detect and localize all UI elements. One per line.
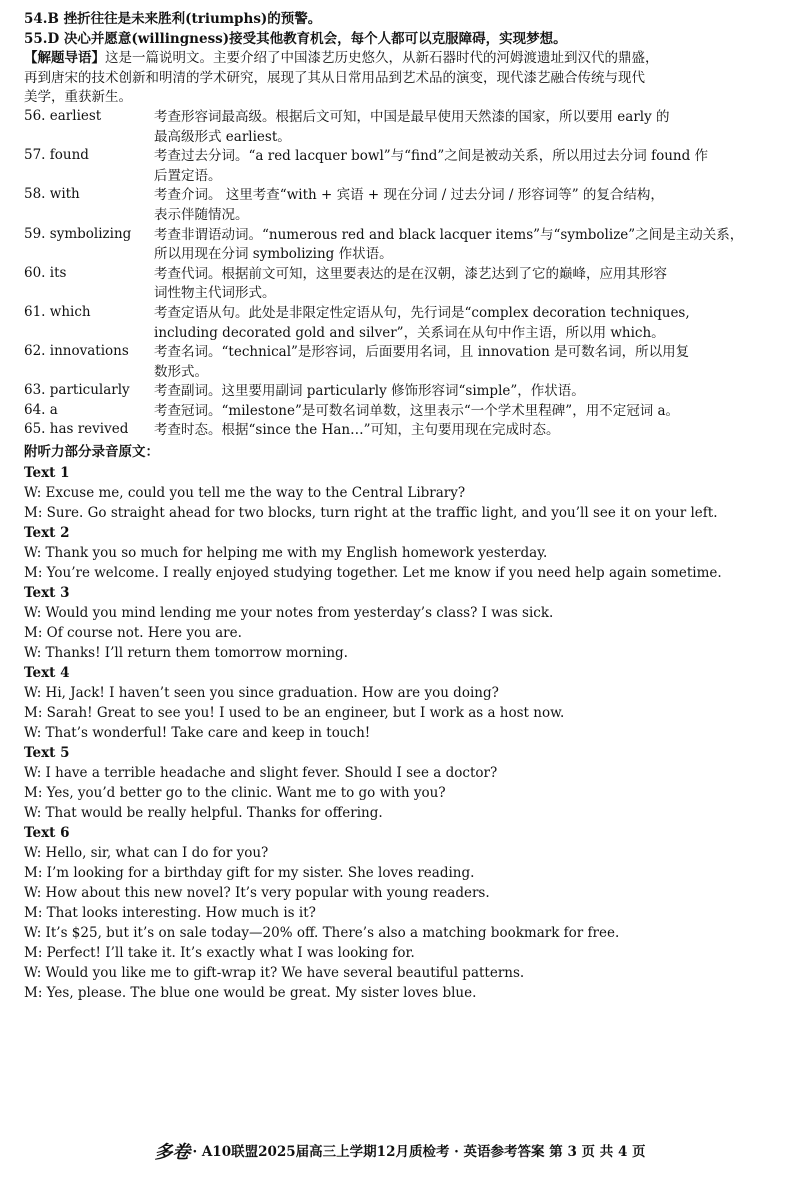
footer-text: · A10联盟2025届高三上学期12月质检考 · 英语参考答案 第 3 页 共 4 页 [192, 1144, 646, 1160]
answer-explanation: 考查代词。根据前文可知，这里要表达的是在汉朝，漆艺达到了它的巅峰，应用其形容 词性物主代词形式。 [154, 265, 667, 302]
dialog-line: M: Sarah! Great to see you! I used to be an engineer, but I work as a host now. [24, 704, 565, 721]
page-footer [0, 1138, 800, 1164]
answer-explanation: 考查时态。根据“since the Han…”可知，主句要用现在完成时态。 [154, 422, 560, 439]
dialog-line: W: I have a terrible headache and slight fever. Should I see a doctor? [24, 764, 498, 781]
intro-line: 这是一篇说明文。主要介绍了中国漆艺历史悠久，从新石器时代的河姆渡遗址到汉代的鼎盛， [105, 50, 659, 67]
answer-54: 54.B 挫折往往是未来胜利(triumphs)的预警。 [24, 11, 322, 27]
text-title: Text 1 [24, 464, 70, 481]
answer-key: 62. innovations [24, 343, 129, 360]
answer-explanation: 考查介词。 这里考查“with + 宾语 + 现在分词 / 过去分词 / 形容词等” 的复合结构， 表示伴随情况。 [154, 187, 664, 223]
answer-item [24, 382, 776, 402]
text-title: Text 3 [24, 584, 70, 601]
transcript-text-1 [24, 463, 776, 523]
transcript-text-6 [24, 823, 776, 1003]
listening-section-title: 附听力部分录音原文： [24, 444, 159, 461]
answer-55: 55.D 决心并愿意(willingness)接受其他教育机会，每个人都可以克服障碍，实现梦想。 [24, 30, 567, 47]
dialog-line: W: That’s wonderful! Take care and keep in touch! [24, 724, 371, 741]
answer-explanation: 考查非谓语动词。“numerous red and black lacquer items”与“symbolize”之间是主动关系， 所以用现在分词 symbolizing 作状语。 [154, 226, 744, 263]
dialog-line: W: It’s $25, but it’s on sale today—20% off. There’s also a matching bookmark for free. [24, 924, 620, 941]
dialog-line: W: That would be really helpful. Thanks for offering. [24, 804, 383, 821]
dialog-line: W: Would you mind lending me your notes from yesterday’s class? I was sick. [24, 604, 554, 621]
transcript-text-5 [24, 743, 776, 823]
transcript-text-2 [24, 523, 776, 583]
answer-explanation: 考查过去分词。“a red lacquer bowl”与“find”之间是被动关系，所以用过去分词 found 作 后置定语。 [154, 148, 709, 184]
text-title: Text 5 [24, 744, 70, 761]
answer-item [24, 108, 776, 147]
dialog-line: W: Would you like me to gift-wrap it? We have several beautiful patterns. [24, 964, 525, 981]
answer-item [24, 226, 776, 265]
text-title: Text 6 [24, 824, 70, 841]
answer-item [24, 343, 776, 382]
answer-key: 56. earliest [24, 107, 102, 124]
text-title: Text 2 [24, 524, 70, 541]
dialog-line: M: You’re welcome. I really enjoyed studying together. Let me know if you need help again sometime. [24, 564, 722, 581]
answer-explanation: 考查定语从句。此处是非限定性定语从句，先行词是“complex decoration techniques, including decorated gold and silver”，关系词在从句中作主语，所以用 which。 [154, 304, 690, 341]
dialog-line: M: Yes, you’d better go to the clinic. Want me to go with you? [24, 784, 446, 801]
answer-explanation: 考查名词。“technical”是形容词，后面要用名词，且 innovation 是可数名词，所以用复 数形式。 [154, 344, 690, 380]
intro-label: 【解题导语】 [24, 50, 105, 67]
answer-explanation: 考查冠词。“milestone”是可数名词单数，这里表示“一个学术里程碑”，用不定冠词 a。 [154, 402, 680, 419]
intro-line: 再到唐宋的技术创新和明清的学术研究，展现了其从日常用品到艺术品的演变，现代漆艺融合传统与现代 [24, 69, 645, 86]
text-title: Text 4 [24, 664, 70, 681]
dialog-line: W: How about this new novel? It’s very popular with young readers. [24, 884, 490, 901]
answer-key: 58. with [24, 186, 80, 203]
transcript-text-3 [24, 583, 776, 663]
answer-key: 65. has revived [24, 421, 129, 438]
answer-item [24, 421, 776, 441]
dialog-line: W: Hi, Jack! I haven’t seen you since graduation. How are you doing? [24, 684, 499, 701]
answer-key: 64. a [24, 401, 58, 418]
answer-item [24, 265, 776, 304]
dialog-line: W: Hello, sir, what can I do for you? [24, 844, 269, 861]
intro-line: 美学，重获新生。 [24, 89, 132, 106]
dialog-line: M: Perfect! I’ll take it. It’s exactly what I was looking for. [24, 944, 415, 961]
dialog-line: W: Thanks! I’ll return them tomorrow morning. [24, 644, 348, 661]
answer-explanation: 考查副词。这里要用副词 particularly 修饰形容词“simple”，作状语。 [154, 383, 585, 400]
answer-key: 60. its [24, 264, 67, 281]
dialog-line: M: That looks interesting. How much is it? [24, 904, 316, 921]
answer-key: 57. found [24, 147, 89, 164]
dialog-line: W: Thank you so much for helping me with my English homework yesterday. [24, 544, 548, 561]
dialog-line: W: Excuse me, could you tell me the way to the Central Library? [24, 484, 466, 501]
answer-key: 59. symbolizing [24, 225, 132, 242]
intro-block [24, 49, 776, 108]
dialog-line: M: Yes, please. The blue one would be great. My sister loves blue. [24, 984, 477, 1001]
answer-explanation: 考查形容词最高级。根据后文可知，中国是最早使用天然漆的国家，所以要用 early 的 最高级形式 earliest。 [154, 108, 670, 145]
transcript-text-4 [24, 663, 776, 743]
answer-item [24, 304, 776, 343]
dialog-line: M: Of course not. Here you are. [24, 624, 242, 641]
answer-key: 63. particularly [24, 382, 130, 399]
dialog-line: M: Sure. Go straight ahead for two blocks, turn right at the traffic light, and you’ll see it on your left. [24, 504, 718, 521]
dialog-line: M: I’m looking for a birthday gift for my sister. She loves reading. [24, 864, 475, 881]
answer-key: 61. which [24, 303, 91, 320]
answer-list [24, 108, 776, 441]
answer-item [24, 147, 776, 186]
answer-item [24, 186, 776, 225]
answer-item [24, 402, 776, 422]
publisher-logo: 多卷 [154, 1142, 191, 1163]
answer-page [24, 10, 776, 1003]
